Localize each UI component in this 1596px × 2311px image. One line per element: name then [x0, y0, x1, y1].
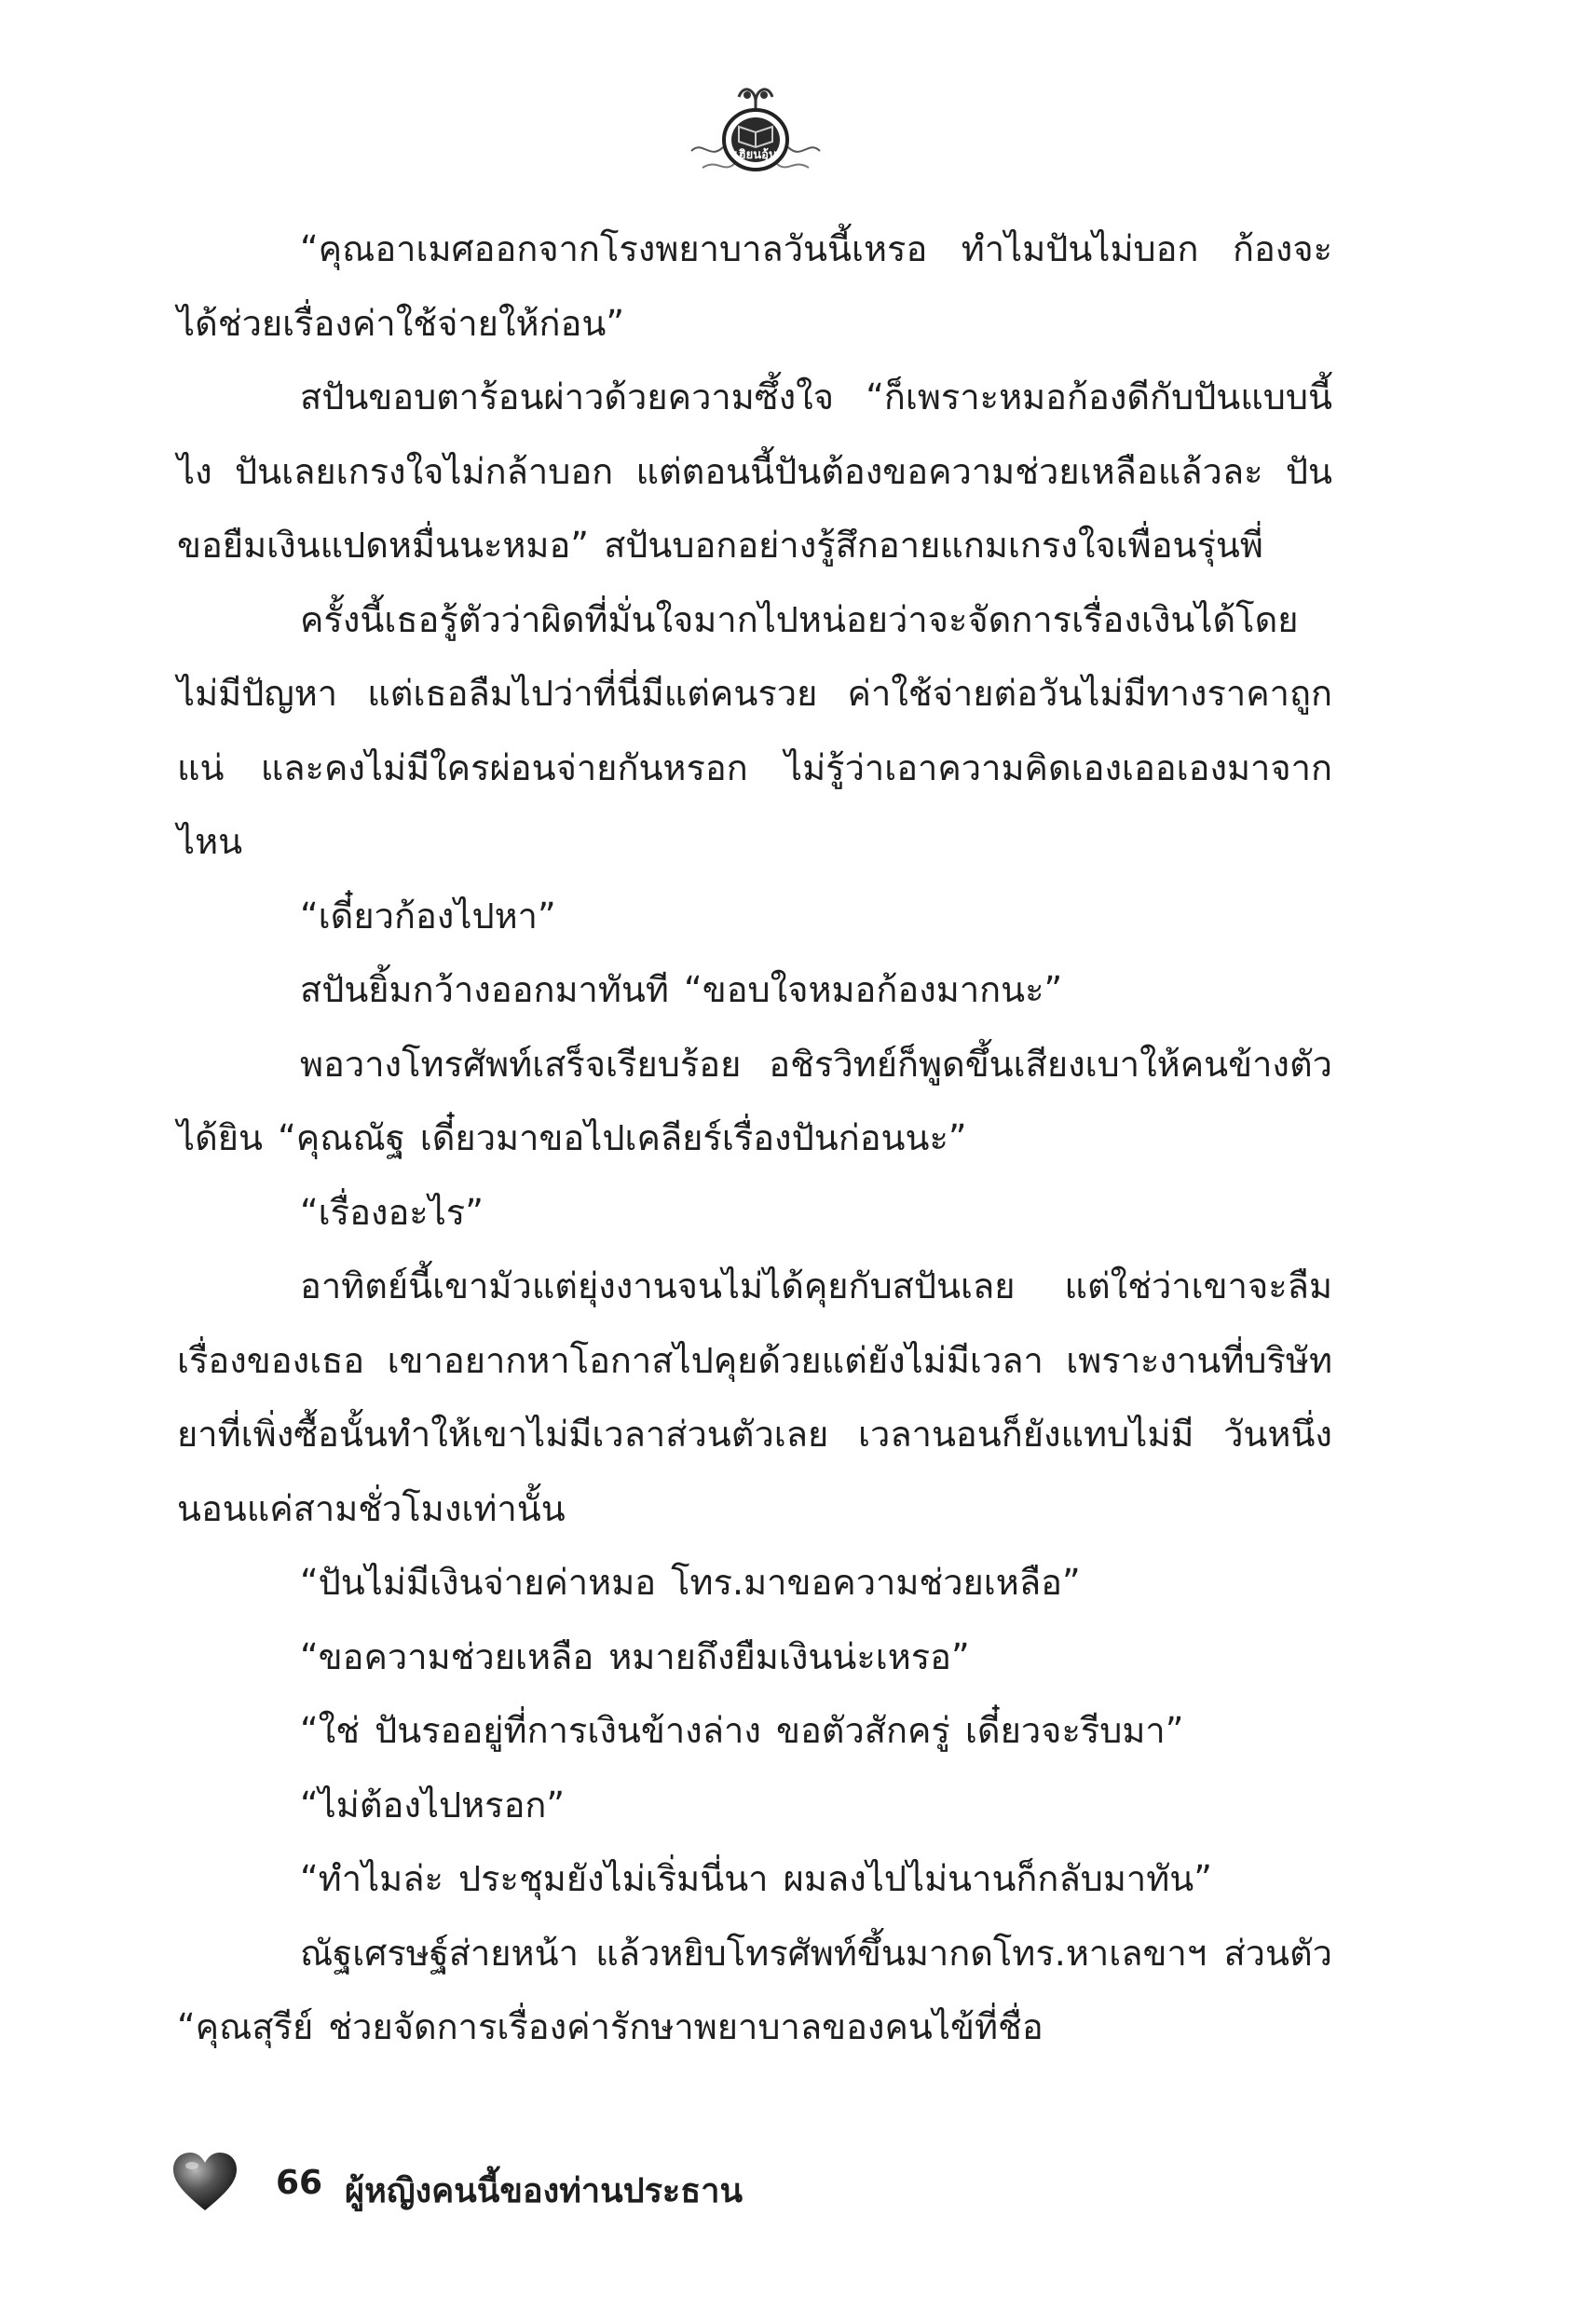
paragraph: สปันขอบตาร้อนผ่าวด้วยความซึ้งใจ “ก็เพราะหมอก้องดีกับปันแบบนี้ไง ปันเลยเกรงใจไม่กล้าบอก แต่ตอนนี้ปันต้องขอความช่วยเหลือแล้วละ ปันขอยืมเงินแปดหมื่นนะหมอ” สปันบอกอย่างรู้สึกอายแกมเกรงใจเพื่อนรุ่นพี่ — [177, 376, 1332, 566]
body-text — [177, 212, 1332, 2065]
paragraph: สปันยิ้มกว้างออกมาทันที “ขอบใจหมอก้องมากนะ” — [300, 969, 1063, 1010]
paragraph: “ปันไม่มีเงินจ่ายค่าหมอ โทร.มาขอความช่วยเหลือ” — [300, 1562, 1081, 1603]
ornamental-book-logo-icon — [686, 78, 825, 183]
logo-text: เฮิยนอุ้น — [734, 148, 777, 162]
paragraph: “เดี๋ยวก้องไปหา” — [300, 895, 556, 937]
book-title: ผู้หญิงคนนี้ของท่านประธาน — [345, 2172, 743, 2210]
paragraph: “คุณอาเมศออกจากโรงพยาบาลวันนี้เหรอ ทำไมปันไม่บอก ก้องจะได้ช่วยเรื่องค่าใช้จ่ายให้ก่อน” — [177, 228, 1332, 344]
paragraph: “ใช่ ปันรออยู่ที่การเงินข้างล่าง ขอตัวสักครู่ เดี๋ยวจะรีบมา” — [300, 1710, 1184, 1751]
page-footer — [168, 2143, 1006, 2227]
paragraph: “ทำไมล่ะ ประชุมยังไม่เริ่มนี่นา ผมลงไปไม่นานก็กลับมาทัน” — [300, 1858, 1212, 1899]
heart-icon — [171, 2151, 239, 2212]
paragraph: พอวางโทรศัพท์เสร็จเรียบร้อย อชิรวิทย์ก็พูดขึ้นเสียงเบาให้คนข้างตัวได้ยิน “คุณณัฐ เดี๋ยวมาขอไปเคลียร์เรื่องปันก่อนนะ” — [177, 1043, 1332, 1158]
paragraph: อาทิตย์นี้เขามัวแต่ยุ่งงานจนไม่ได้คุยกับสปันเลย แต่ใช่ว่าเขาจะลืมเรื่องของเธอ เขาอยากหาโอกาสไปคุยด้วยแต่ยังไม่มีเวลา เพราะงานที่บริษัทยาที่เพิ่งซื้อนั้นทำให้เขาไม่มีเวลาส่วนตัวเลย เวลานอนก็ยังแทบไม่มี วันหนึ่งนอนแค่สามชั่วโมงเท่านั้น — [177, 1265, 1332, 1529]
paragraph: ณัฐเศรษฐ์ส่ายหน้า แล้วหยิบโทรศัพท์ขึ้นมากดโทร.หาเลขาฯ ส่วนตัว “คุณสุรีย์ ช่วยจัดการเรื่องค่ารักษาพยาบาลของคนไข้ที่ชื่อ — [177, 1932, 1332, 2047]
page-number: 66 — [276, 2164, 323, 2202]
paragraph: “เรื่องอะไร” — [300, 1191, 484, 1233]
paragraph: ครั้งนี้เธอรู้ตัวว่าผิดที่มั่นใจมากไปหน่อยว่าจะจัดการเรื่องเงินได้โดยไม่มีปัญหา แต่เธอลืมไปว่าที่นี่มีแต่คนรวย ค่าใช้จ่ายต่อวันไม่มีทางราคาถูกแน่ และคงไม่มีใครผ่อนจ่ายกันหรอก ไม่รู้ว่าเอาความคิดเองเออเองมาจากไหน — [177, 598, 1332, 862]
paragraph: “ขอความช่วยเหลือ หมายถึงยืมเงินน่ะเหรอ” — [300, 1635, 970, 1677]
paragraph: “ไม่ต้องไปหรอก” — [300, 1784, 566, 1826]
